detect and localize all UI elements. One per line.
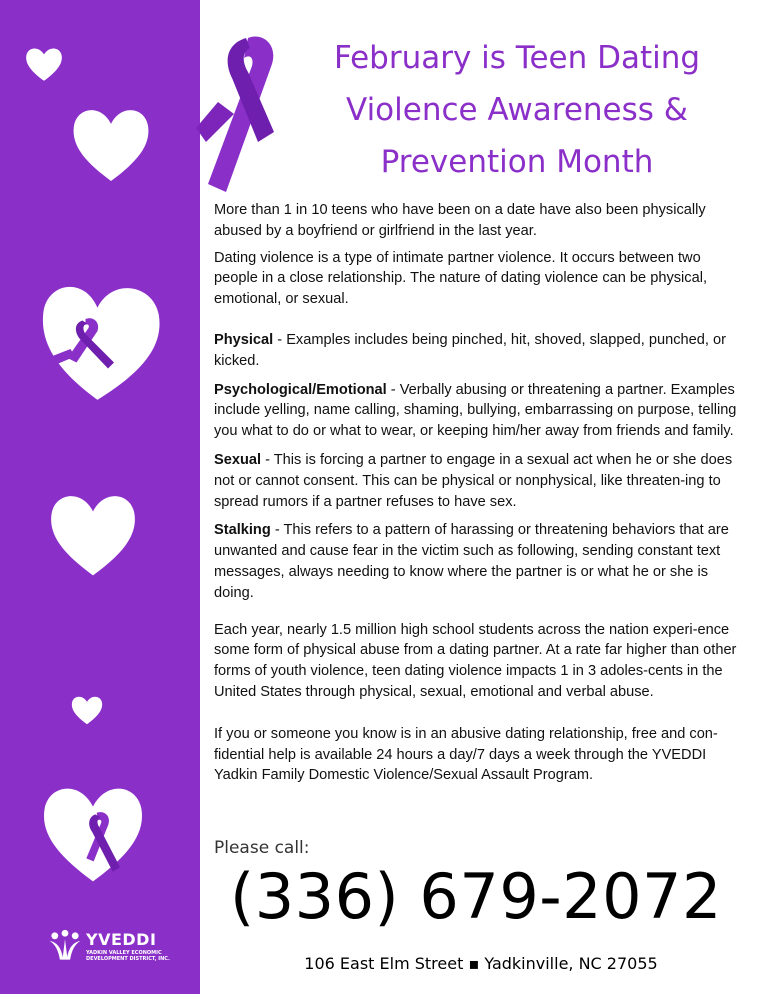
heart-icon	[70, 692, 104, 728]
definition-term: Sexual	[214, 451, 262, 468]
awareness-ribbon-icon	[40, 316, 116, 376]
title-line: Violence Awareness &	[346, 92, 688, 128]
body-content	[214, 200, 748, 786]
definition-term: Physical	[214, 331, 274, 348]
definition-term: Stalking	[214, 522, 271, 539]
yveddi-logo	[48, 928, 168, 974]
logo-name: YVEDDI	[86, 930, 157, 949]
help-paragraph: If you or someone you know is in an abusive dating relationship, free and con-fidential help is available 24 hours a day/7 days a week through the YVEDDI Yadkin Family Domestic Violence/Sexual Assault Program.	[214, 725, 718, 784]
awareness-ribbon-icon	[196, 32, 282, 197]
logo-subtitle: YADKIN VALLEY ECONOMIC DEVELOPMENT DISTRICT, INC.	[86, 950, 170, 962]
phone-number: (336) 679-2072	[230, 860, 722, 933]
title-line: February is Teen Dating	[333, 40, 701, 76]
definition-psychological	[214, 380, 748, 442]
sidebar-panel	[0, 0, 200, 994]
heart-icon	[46, 486, 140, 582]
definition-text: - Examples includes being pinched, hit, shoved, slapped, punched, or kicked.	[214, 331, 726, 369]
definition-term: Psychological/Emotional	[214, 381, 387, 398]
definition-text: - Verbally abusing or threatening a partner. Examples include yelling, name calling, shaming, bullying, embarrassing on purpose, telling you what to do or what to wear, or keeping him/her away from friends and family.	[214, 381, 737, 440]
heart-icon	[68, 102, 154, 186]
page-title	[282, 32, 752, 188]
people-icon	[48, 928, 82, 964]
address: 106 East Elm Street ▪ Yadkinville, NC 27055	[304, 954, 658, 973]
definition-text: - This refers to a pattern of harassing or threatening behaviors that are unwanted and cause fear in the victim such as following, sending constant text messages, always needing to know where the partner is or what he or she is doing.	[214, 522, 729, 601]
heart-icon	[24, 44, 64, 84]
intro-paragraph: More than 1 in 10 teens who have been on a date have also been physically abused by a boyfriend or girlfriend in the last year.	[214, 202, 706, 239]
definition-physical	[214, 330, 748, 372]
definition-text: - This is forcing a partner to engage in a sexual act when he or she does not or cannot consent. This can be physical or nonphysical, like threaten-ing to spread rumors if a partner refuses to have sex.	[214, 451, 733, 510]
definition-sexual	[214, 450, 748, 512]
awareness-ribbon-icon	[78, 810, 124, 876]
intro-paragraph: Dating violence is a type of intimate partner violence. It occurs between two people in a close relationship. The nature of dating violence can be physical, emotional, or sexual.	[214, 249, 707, 308]
statistics-paragraph: Each year, nearly 1.5 million high school students across the nation experi-ence some form of physical abuse from a dating partner. At a rate far higher than other forms of youth violence, teen dating violence impacts 1 in 3 adoles-cents in the United States through physical, sexual, emotional and verbal abuse.	[214, 621, 737, 700]
please-call-label: Please call:	[214, 838, 310, 858]
definition-stalking	[214, 520, 748, 603]
title-line: Prevention Month	[380, 144, 654, 180]
